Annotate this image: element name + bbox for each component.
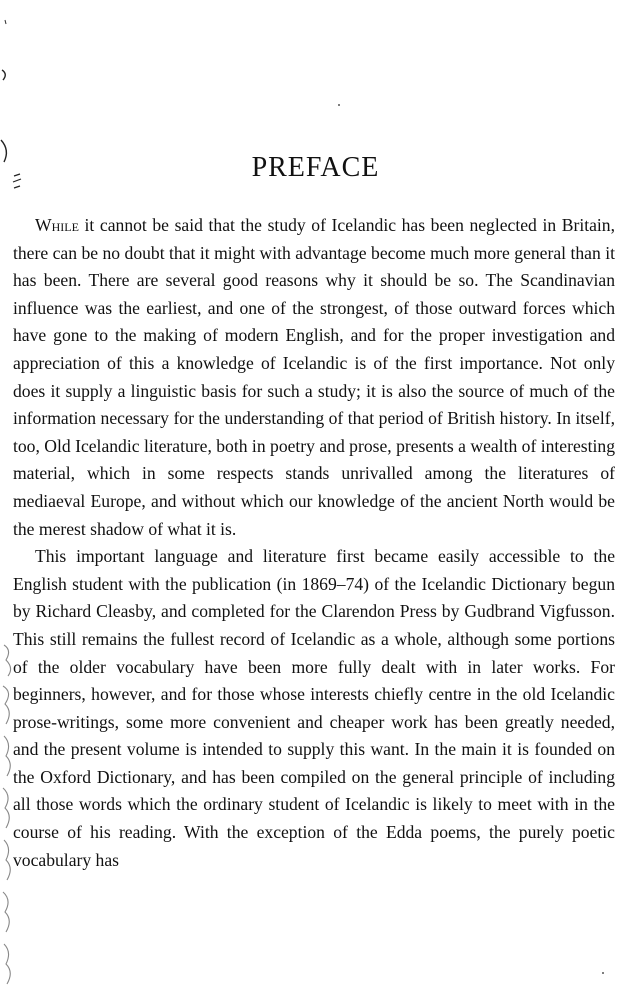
paragraph-1 xyxy=(13,212,615,543)
paragraph-text: it cannot be said that the study of Icelandic has been neglected in Britain, there can be no doubt that it might with advantage become much more general than it has been. There are several good reasons why it should be so. The Scandinavian influence was the earliest, and one of the strongest, of those outward forces which have gone to the making of modern English, and for the proper investigation and appreciation of this a knowledge of Icelandic is of the first importance. Not only does it supply a linguistic basis for such a study; it is also the source of much of the information necessary for the understanding of that period of British history. In itself, too, Old Icelandic literature, both in poetry and prose, presents a wealth of interesting material, which in some respects stands unrivalled among the literatures of mediaeval Europe, and without which our knowledge of the ancient North would be the merest shadow of what it is. xyxy=(13,215,615,539)
paper-speck xyxy=(602,972,604,974)
paper-speck xyxy=(338,104,340,106)
paragraph-lead-word: While xyxy=(35,215,79,235)
paragraph-text: This important language and literature first became easily accessible to the English student with the publication (in 1869–74) of the Icelandic Dictionary begun by Richard Cleasby, and completed for the Clarendon Press by Gudbrand Vigfusson. This still remains the fullest record of Icelandic as a whole, although some portions of the older vocabulary have been more fully dealt with in later works. For beginners, however, and for those whose interests chiefly centre in the old Icelandic prose-writings, some more convenient and cheaper work has been greatly needed, and the present volume is intended to supply this want. In the main it is founded on the Oxford Dictionary, and has been compiled on the general principle of including all those words which the ordinary student of Icelandic is likely to meet with in the course of his reading. With the exception of the Edda poems, the purely poetic vocabulary has xyxy=(13,546,615,870)
paragraph-2 xyxy=(13,543,615,874)
page-title: PREFACE xyxy=(251,152,380,183)
preface-body xyxy=(13,212,615,874)
